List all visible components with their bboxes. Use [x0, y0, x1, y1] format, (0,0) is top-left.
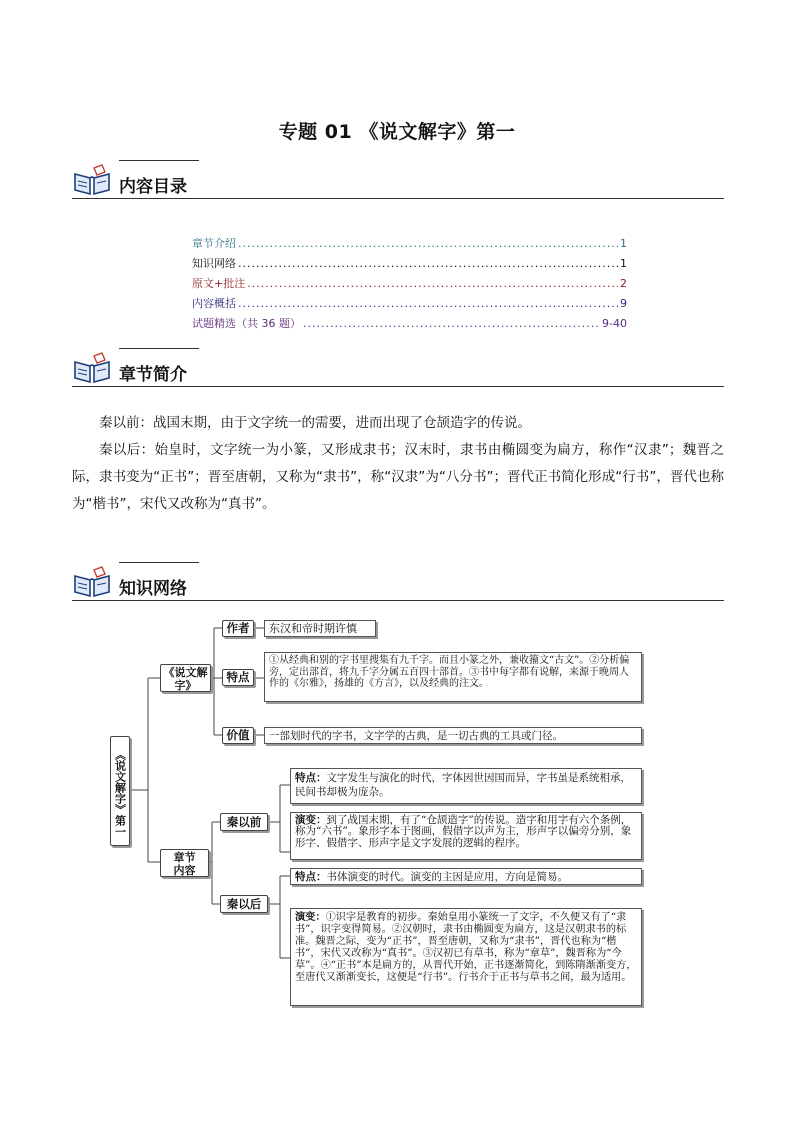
toc-item[interactable]: 章节介绍 ..... 1: [192, 235, 627, 255]
mindmap-node-chapter: 章节内容: [160, 849, 209, 877]
mindmap-label-author: 作者: [222, 620, 254, 637]
mindmap-node-before-qin: 秦以前: [220, 813, 268, 831]
section-title: 章节简介: [119, 365, 187, 385]
mindmap-node-book: 《说文解字》: [160, 664, 211, 692]
toc-item[interactable]: 试题精选（共 36 题） ..... 9-40: [192, 315, 627, 335]
label-change: 演变：: [295, 814, 327, 826]
mindmap-label-feature: 特点: [222, 669, 254, 686]
label-feature: 特点：: [295, 772, 327, 784]
section-title: 内容目录: [119, 177, 187, 197]
mindmap-text-author: 东汉和帝时期许慎: [264, 620, 376, 637]
mindmap-text-feature: ①从经典和别的字书里搜集有九千字。而且小篆之外，兼收籀文“古文”。②分析偏旁，定出部首，将九千字分属五百四十部首。③书中每字都有说解，来源于晚周人作的《尔雅》，扬雄的《方言》，以及经典的注文。: [264, 652, 642, 702]
page-title: 专题 01 《说文解字》第一: [278, 121, 516, 143]
mindmap-node-after-qin: 秦以后: [220, 895, 268, 913]
label-change: 演变：: [295, 911, 326, 923]
mindmap-text-before-feature: 特点：文字发生与演化的时代，字体因世因国而异，字书虽是系统相承，民间书却极为庞杂。: [290, 768, 642, 804]
label-feature: 特点：: [295, 871, 327, 883]
toc-item[interactable]: 知识网络 ..... 1: [192, 255, 627, 275]
mindmap-text-after-feature: 特点：书体演变的时代。演变的主因是应用，方向是简易。: [290, 868, 642, 885]
section-title: 知识网络: [119, 579, 187, 599]
toc-item[interactable]: 原文+批注 ..... 2: [192, 275, 627, 295]
mindmap-text-after-change: 演变：①识字是教育的初步。秦始皇用小篆统一了文字，不久便又有了“隶书”，识字变得简易。②汉朝时，隶书由椭圆变为扁方，这是汉朝隶书的标准。魏晋之际，变为“正书”，晋至唐朝，又称为“隶书”，晋代也称为“楷书”，宋代又改称为“真书”。③汉初已有草书，称为“章草”，魏晋称为“今草”。④“正书”本是扁方的，从晋代开始，正书逐渐简化，到陈隋渐渐变方，至唐代又渐渐变长，这便是“行书”。行书介于正书与草书之间，最为适用。: [290, 908, 642, 1006]
intro-paragraph: 秦以后：始皇时，文字统一为小篆，又形成隶书；汉末时，隶书由椭圆变为扁方，称作“汉隶”；魏晋之际，隶书变为“正书”；晋至唐朝，又称为“隶书”，称“汉隶”为“八分书”；晋代正书简化形成“行书”，晋代也称为“楷书”，宋代又改称为“真书”。: [72, 442, 724, 512]
mindmap-root: 《说文解字》第一: [110, 736, 130, 846]
toc-item[interactable]: 内容概括 ..... 9: [192, 295, 627, 315]
intro-paragraph: 秦以前：战国末期，由于文字统一的需要，进而出现了仓颉造字的传说。: [99, 415, 531, 431]
mindmap-text-before-change: 演变：到了战国末期，有了“仓颉造字”的传说。造字和用字有六个条例，称为“六书”。象形字本于图画，假借字以声为主，形声字以偏旁分别，象形字、假借字、形声字是文字发展的逻辑的程序。: [290, 812, 642, 860]
mindmap-label-value: 价值: [222, 727, 254, 744]
mindmap-text-value: 一部划时代的字书，文字学的古典，是一切古典的工具或门径。: [264, 727, 642, 744]
